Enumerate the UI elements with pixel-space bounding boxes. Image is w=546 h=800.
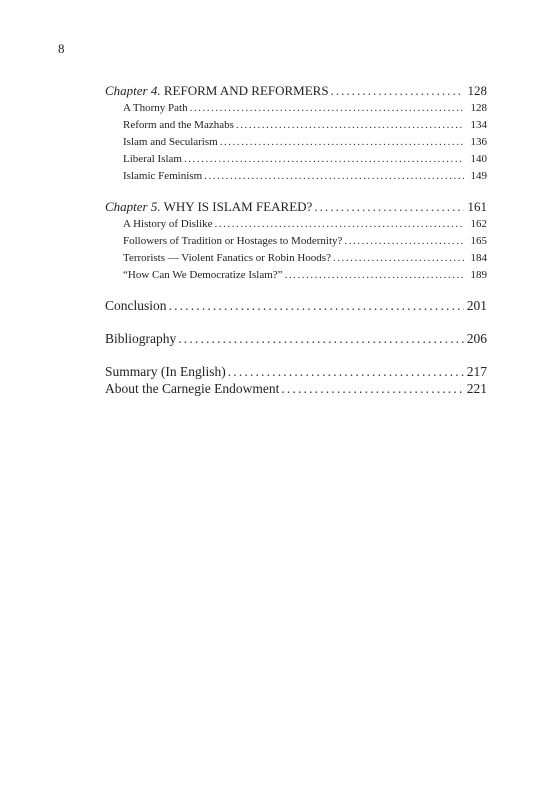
section-page: 140 [470, 153, 487, 165]
section-title: Reform and the Mazhabs [123, 119, 234, 131]
section-page: 149 [470, 170, 487, 182]
dot-leader [331, 83, 464, 99]
section-page: 189 [470, 269, 487, 281]
toc-section[interactable] [123, 169, 487, 183]
toc-section[interactable] [123, 118, 487, 132]
toc-chapter-5[interactable] [105, 199, 487, 215]
section-page: 165 [470, 235, 487, 247]
entry-page: 201 [466, 298, 487, 313]
toc-summary[interactable] [105, 363, 487, 380]
dot-leader [236, 118, 464, 132]
section-title: A History of Dislike [123, 218, 213, 230]
chapter-4-label: Chapter 4. [105, 83, 161, 98]
dot-leader [204, 169, 464, 183]
toc-conclusion[interactable] [105, 297, 487, 314]
section-page: 128 [470, 102, 487, 114]
toc-section[interactable] [123, 234, 487, 248]
dot-leader [228, 363, 464, 380]
section-page: 134 [470, 119, 487, 131]
page-number: 8 [58, 41, 65, 56]
dot-leader [285, 268, 464, 282]
section-page: 184 [470, 252, 487, 264]
toc-section[interactable] [123, 152, 487, 166]
section-page: 162 [470, 218, 487, 230]
toc-section[interactable] [123, 135, 487, 149]
entry-title: Summary (In English) [105, 364, 226, 379]
toc-section[interactable] [123, 217, 487, 231]
entry-title: Conclusion [105, 298, 167, 313]
section-title: Terrorists — Violent Fanatics or Robin Hoods? [123, 252, 331, 264]
toc-about[interactable] [105, 380, 487, 397]
section-title: Islamic Feminism [123, 170, 203, 182]
dot-leader [184, 152, 464, 166]
section-title: Islam and Secularism [123, 136, 218, 148]
dot-leader [344, 234, 464, 248]
chapter-5-title: WHY IS ISLAM FEARED? [160, 199, 313, 214]
dot-leader [220, 135, 464, 149]
dot-leader [333, 251, 464, 265]
section-title: “How Can We Democratize Islam?” [123, 269, 283, 281]
toc-section[interactable] [123, 268, 487, 282]
chapter-4-heading [105, 83, 329, 99]
entry-page: 206 [466, 331, 487, 346]
section-page: 136 [470, 136, 487, 148]
entry-title: Bibliography [105, 331, 177, 346]
section-title: A Thorny Path [123, 102, 188, 114]
dot-leader [178, 330, 464, 347]
chapter-5-label: Chapter 5. [105, 199, 161, 214]
toc-bibliography[interactable] [105, 330, 487, 347]
section-title: Liberal Islam [123, 153, 182, 165]
section-title: Followers of Tradition or Hostages to Modernity? [123, 235, 343, 247]
entry-page: 217 [466, 364, 487, 379]
toc-section[interactable] [123, 101, 487, 115]
dot-leader [215, 217, 464, 231]
dot-leader [281, 380, 463, 397]
toc-chapter-4[interactable] [105, 83, 487, 99]
chapter-4-title: REFORM AND REFORMERS [160, 83, 329, 98]
entry-page: 221 [466, 381, 487, 396]
chapter-5-heading [105, 199, 312, 215]
dot-leader [314, 199, 464, 215]
entry-title: About the Carnegie Endowment [105, 381, 280, 396]
dot-leader [190, 101, 464, 115]
chapter-4-page: 128 [467, 83, 487, 98]
chapter-5-page: 161 [467, 199, 487, 214]
toc-section[interactable] [123, 251, 487, 265]
dot-leader [169, 297, 464, 314]
